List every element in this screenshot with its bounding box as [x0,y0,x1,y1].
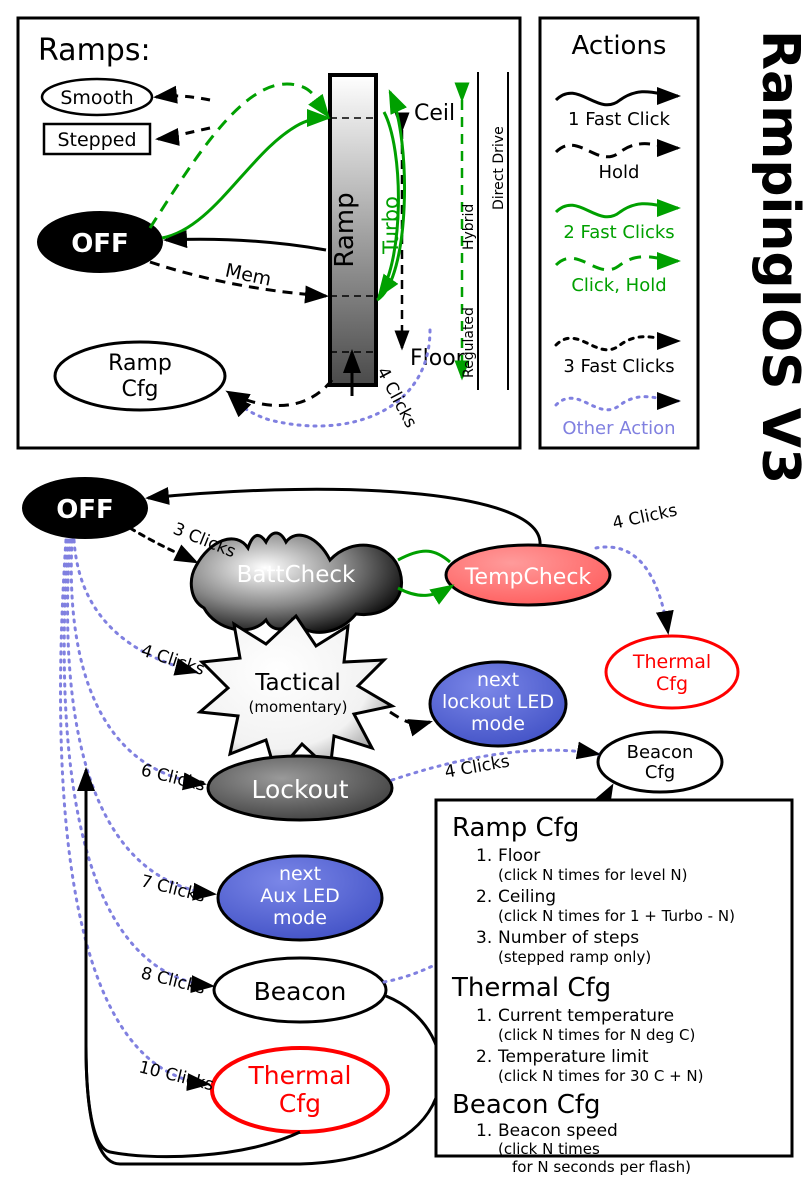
action-label-2: 2 Fast Clicks [563,222,675,243]
node-tempcheck-label: TempCheck [464,565,592,590]
node-tactical-l1: Tactical [255,670,341,696]
cfg-section-title-2: Beacon Cfg [452,1090,601,1120]
node-beacon-label: Beacon [253,977,347,1006]
node-tactical-l2: (momentary) [248,698,348,716]
cfg-1-0-sub: (click N times for N deg C) [498,1026,696,1044]
svg-text:RampingIOS V3: RampingIOS V3 [750,30,810,485]
transition-label-7: 4 Clicks [443,751,512,783]
edge-to-stepped [158,128,210,139]
page-title [750,30,810,484]
actions-heading: Actions [571,31,667,61]
cfg-0-0-num: 1. [476,846,493,866]
cfg-0-0-sub: (click N times for level N) [498,866,688,884]
cfg-1-1-label: Temperature limit [498,1047,649,1067]
node-beacon-cfg-l2: Cfg [644,762,676,783]
ramps-heading: Ramps: [38,33,151,68]
cfg-section-title-0: Ramp Cfg [452,813,580,843]
node-thermal-cfg-top[interactable] [606,636,738,708]
edge-tempcheck-thermalcfg [596,547,668,632]
node-next-aux-led-l2: Aux LED [260,885,340,907]
edge-to-smooth [156,96,210,100]
edge-off-to-ramp-top [150,84,328,228]
hybrid-label: Hybrid [461,203,477,250]
cfg-0-1-label: Ceiling [498,887,557,907]
cfg-0-2-sub: (stepped ramp only) [498,948,652,966]
four-clicks-label: 4 Clicks [372,364,421,432]
node-smooth-label: Smooth [60,87,134,109]
cfg-2-0-sub: (click N times [498,1140,600,1158]
transition-label-3: 7 Clicks [138,871,208,907]
cfg-1-1-sub: (click N times for 30 C + N) [498,1067,704,1085]
action-label-3: Click, Hold [571,275,667,296]
ramp-bar-label: Ramp [330,192,360,268]
cfg-2-0-num: 1. [476,1121,493,1141]
edge-ramp-to-rampcfg [228,380,332,406]
floor-label: Floor [410,346,465,371]
node-next-lockout-led[interactable] [430,662,566,746]
cfg-2-0-sub2: for N seconds per flash) [512,1158,691,1176]
node-thermal-cfg-top-l1: Thermal [632,651,712,673]
ceil-label: Ceil [414,101,456,126]
node-tempcheck[interactable] [446,545,610,605]
direct-drive-label: Direct Drive [491,126,507,210]
ramp-bar [330,75,376,385]
node-ramp-cfg-l2: Cfg [121,377,159,402]
node-smooth[interactable] [42,79,152,115]
node-thermal-cfg-bottom-l1: Thermal [248,1061,352,1090]
node-tactical[interactable] [200,616,392,774]
action-label-4: 3 Fast Clicks [563,356,675,377]
edge-tactical-lockoutled [390,712,430,724]
regulated-label: Regulated [461,307,477,378]
cfg-0-1-num: 2. [476,887,493,907]
action-label-5: Other Action [562,418,676,439]
turbo-label: Turbo [379,196,403,254]
transition-label-1: 4 Clicks [138,640,208,681]
action-other [556,397,678,439]
action-label-1: Hold [598,162,640,183]
node-stepped[interactable] [44,124,150,154]
node-lockout-label: Lockout [251,775,349,804]
node-ramp-cfg[interactable] [55,342,225,410]
action-1-fast-click [556,92,678,130]
cfg-section-title-1: Thermal Cfg [452,973,612,1003]
node-lockout[interactable] [208,756,392,820]
cfg-0-1-sub: (click N times for 1 + Turbo - N) [498,907,735,925]
node-off-ramps[interactable] [38,212,162,272]
edge-ramp-to-off [166,239,326,250]
node-ramp-cfg-l1: Ramp [108,351,172,376]
transition-label-6: 4 Clicks [610,500,680,534]
regulation-axis [461,72,508,390]
node-next-lockout-led-l2: lockout LED [441,691,555,713]
node-stepped-label: Stepped [57,129,137,151]
node-thermal-cfg-bottom[interactable] [212,1048,388,1132]
transition-label-5: 10 Clicks [136,1057,216,1096]
cfg-1-0-num: 1. [476,1006,493,1026]
node-off-ramps-label: OFF [71,229,129,259]
node-battcheck-label: BattCheck [236,562,356,588]
action-3-fast-clicks [556,337,678,377]
edge-battcheck-tempcheck [398,586,452,595]
cfg-1-0-label: Current temperature [498,1006,675,1026]
ceil-floor-axis [402,101,466,371]
node-off-modes[interactable] [23,478,147,538]
mem-label: Mem [223,259,274,291]
edge-off-thermalcfg [61,540,208,1084]
transition-label-2: 6 Clicks [138,760,208,796]
node-off-modes-label: OFF [56,495,114,525]
node-thermal-cfg-bottom-l2: Cfg [278,1089,322,1118]
node-thermal-cfg-top-l2: Cfg [655,673,689,695]
node-next-aux-led-l3: mode [273,907,327,929]
node-next-aux-led[interactable] [218,856,382,940]
node-next-lockout-led-l1: next [476,669,520,691]
cfg-0-2-num: 3. [476,928,493,948]
cfg-1-1-num: 2. [476,1047,493,1067]
action-label-0: 1 Fast Click [568,109,670,130]
node-beacon[interactable] [214,958,386,1022]
action-hold [556,144,678,183]
edge-off-to-ramp-top-solid [162,118,328,238]
action-click-hold [556,257,678,296]
node-next-lockout-led-l3: mode [471,713,525,735]
edge-battcheck-tempcheck-2 [398,551,450,562]
transition-label-0: 3 Clicks [170,519,239,563]
node-beacon-cfg[interactable] [598,732,722,792]
cfg-0-2-label: Number of steps [498,928,640,948]
transition-label-4: 8 Clicks [138,963,208,999]
node-next-aux-led-l1: next [278,863,322,885]
action-2-fast-clicks [556,204,678,243]
turbo-arrow [377,92,405,300]
cfg-0-0-label: Floor [498,846,541,866]
node-beacon-cfg-l1: Beacon [626,742,694,763]
cfg-2-0-label: Beacon speed [498,1121,618,1141]
